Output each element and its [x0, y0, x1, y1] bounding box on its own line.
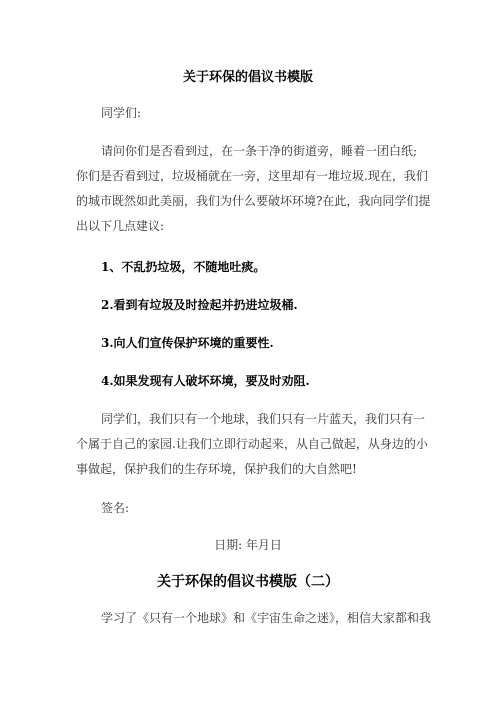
- intro-line-3: 的城市既然如此美丽，我们为什么要破坏环境?在此，我向同学们提: [76, 194, 431, 208]
- salutation: 同学们:: [101, 106, 142, 120]
- signature-label: 签名:: [101, 501, 130, 515]
- intro-line-4: 出以下几点建议:: [76, 219, 165, 233]
- suggestion-2: 2.看到有垃圾及时捡起并扔进垃圾桶.: [101, 298, 298, 312]
- intro-line-2: 你们是否看到过，垃圾桶就在一旁，这里却有一堆垃圾.现在，我们: [76, 169, 428, 183]
- suggestion-1: 1、不乱扔垃圾，不随地吐痰。: [101, 260, 266, 274]
- intro-line-1: 请问你们是否看到过，在一条干净的街道旁，睡着一团白纸;: [101, 144, 418, 158]
- date-label: 日期: 年月日: [214, 538, 282, 552]
- suggestion-4: 4.如果发现有人破坏环境，要及时劝阻.: [101, 374, 310, 388]
- second-intro-line: 学习了《只有一个地球》和《宇宙生命之迷》，相信大家都和我: [101, 611, 432, 625]
- closing-line-1: 同学们，我们只有一个地球，我们只有一片蓝天，我们只有一: [101, 412, 426, 426]
- closing-line-3: 事做起，保护我们的生存环境，保护我们的大自然吧!: [76, 462, 357, 476]
- section-title-2: 关于环保的倡议书模版（二）: [157, 574, 339, 590]
- suggestion-3: 3.向人们宣传保护环境的重要性.: [101, 336, 274, 350]
- closing-line-2: 个属于自己的家园.让我们立即行动起来，从自己做起，从身边的小: [76, 437, 428, 451]
- document-title: 关于环保的倡议书模版: [182, 70, 313, 85]
